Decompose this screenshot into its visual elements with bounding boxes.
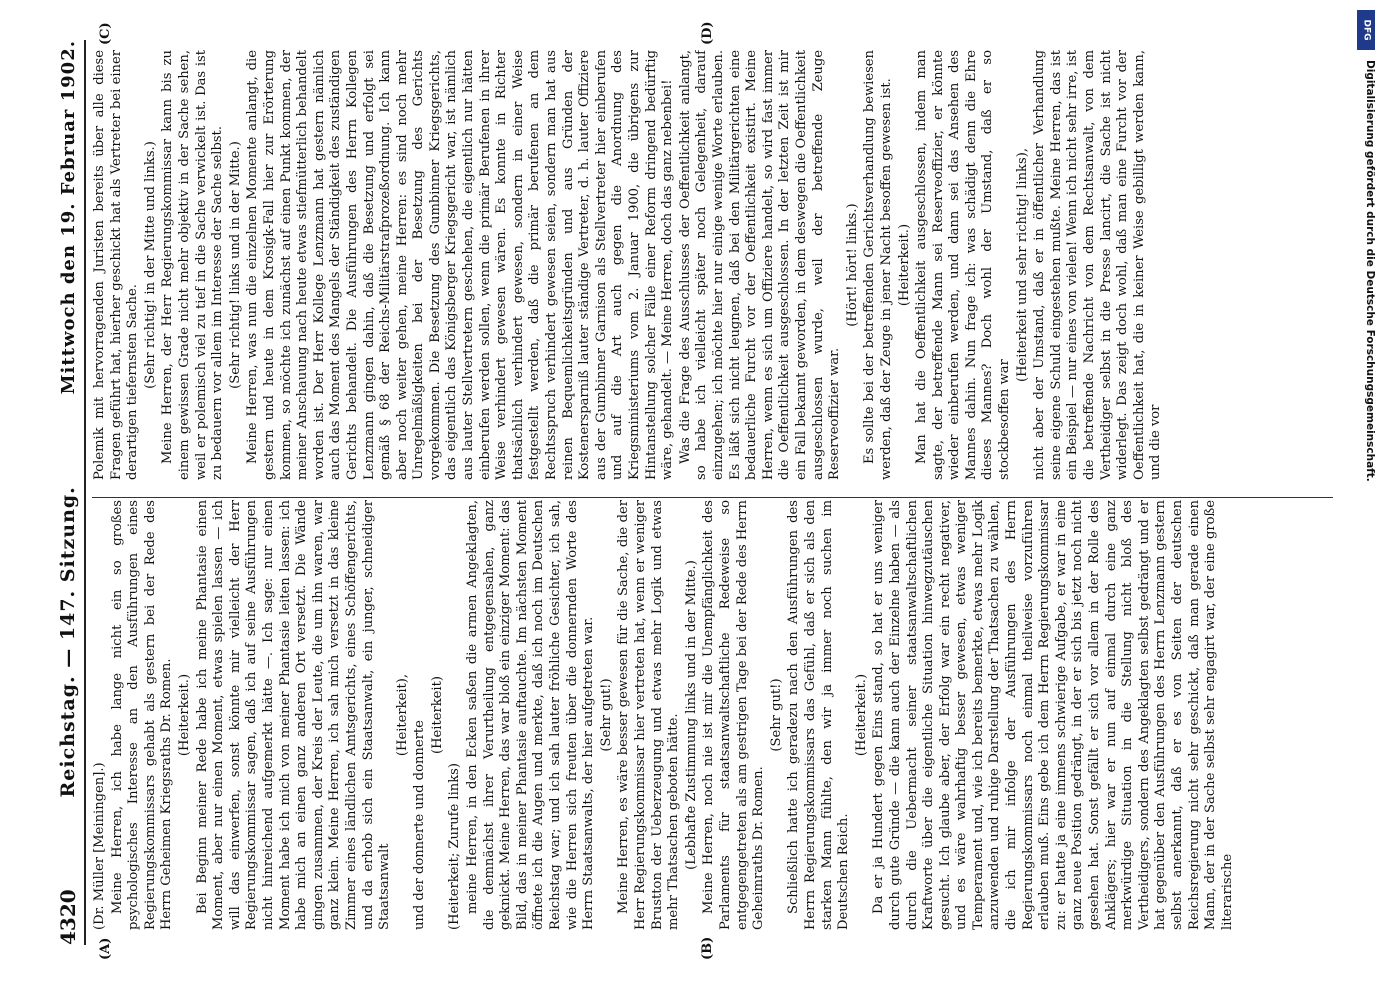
paragraph: (Heiterkeit) — [429, 676, 445, 754]
paragraph: Meine Herren, der Herr Regierungskommissar kann bis zu einem gewissen Grade nicht mehr objektiv in der Sache sehen, weil er polemisch viel zu tief in die Sache verwickelt ist. Das ist zu bedauern vor allem im Interesse der Sache selbst. — [160, 50, 226, 480]
paragraph: (Sehr richtig! links und in der Mitte.) — [227, 141, 243, 389]
chamber-title: Reichstag. — 147. Sitzung. — [57, 486, 79, 798]
margin-mark-d: (D) — [700, 21, 715, 45]
paragraph: (Sehr gut!) — [598, 678, 614, 752]
paragraph: (Heiterkeit.) — [896, 223, 912, 307]
paragraph: Meine Herren, was nun die einzelnen Momente anlangt, die gestern und heute in dem Krosigk-Fall hier zur Erörterung kommen, so möchte ich zunächst auf einen Punkt kommen, der meiner Anschauung nach heute etwas stiefmütterlich behandelt worden ist. Der Herr Kollege Lenzmann hat gestern nämlich auch das Moment des Mangels der Ständigkeit des zuständigen Gerichts behandelt. Die Ausführungen des Herrn Kollegen Lenzmann gingen dahin, daß die Besetzung und erfolgt sei gemäß § 68 der Reichs-Militärstrafprozeßordnung. Ich kann aber noch weiter gehen, meine Herren: es sind noch mehr Unregelmäßigkeiten bei der Besetzung des Gerichts vorgekommen. Die Besetzung des Gumbinner Kriegsgerichts, das eigentlich das Königsberger Kriegsgericht war, ist nämlich aus lauter Stellvertretern geschehen, die eigentlich nur hätten einberufen werden sollen, wenn die primär Berufenen in ihrer Weise verhindert gewesen wären. Es konnte in Richter thatsächlich verhindert gewesen, sondern in einer Weise festgestellt werden, daß die primär berufenen an dem Rechtsspruch verhindert gewesen seien, sondern man hat aus reinen Bequemlichkeitsgründen und aus Gründen der Kostenersparniß lauter ständige Vertreter, d. h. lauter Offiziere aus der Gumbinner Garnison als Stellvertreter hier einberufen und auf die Art auch gegen die Anordnung des Kriegsministeriums vom 2. Januar 1900, die übrigens zur Hintanstellung solcher Fälle einer Reform dringend bedürftig wäre, gehandelt. — Meine Herren, doch das ganz nebenbei! — [245, 50, 676, 480]
paragraph: Was die Frage des Ausschlusses der Oeffentlichkeit anlangt, so habe ich vielleicht später noch Gelegenheit, darauf einzugehen; ich möchte hier nur einige wenige Worte erlauben. Es läßt sich nicht leugnen, daß bei den Militärgerichten eine bedauerliche Furcht vor der Oeffentlichkeit existirt. Meine Herren, wenn es sich um Offiziere handelt, so wird fast immer die Oeffentlichkeit ausgeschlossen. In der letzten Zeit ist mir ein Fall bekannt geworden, in dem deswegen die Oeffentlichkeit ausgeschlossen wurde, weil der betreffende Zeuge Reserveoffizier war. — [677, 50, 843, 480]
paragraph: (Heiterkeit.) — [853, 673, 869, 757]
paragraph: (Heiterkeit; Zurufe links) — [447, 763, 463, 930]
dfg-logo: DFG — [1357, 10, 1375, 50]
margin-mark-b: (B) — [700, 936, 715, 960]
paragraph: (Hört! hört! links.) — [844, 203, 860, 327]
paragraph: (Heiterkeit.) — [176, 673, 192, 757]
paragraph: (Sehr gut!) — [768, 678, 784, 752]
paragraph: (Lebhafte Zustimmung links und in der Mitte.) — [683, 560, 699, 870]
paragraph: Meine Herren, noch nie ist mir die Unempfänglichkeit des Parlaments für staatsanwaltschaftliche Redeweise so entgegengetreten als am gestrigen Tage bei der Rede des Herrn Geheimraths Dr. Romen. — [701, 500, 767, 930]
digitization-sidebar — [1349, 0, 1383, 1000]
column-divider — [92, 497, 1333, 498]
paragraph: (Dr. Müller [Meiningen].) — [92, 762, 107, 930]
digitization-credit: Digitalisierung gefördert durch die Deutsche Forschungsgemeinschaft. — [1364, 60, 1376, 482]
right-column — [92, 50, 1343, 480]
paragraph: Man hat die Oeffentlichkeit ausgeschlossen, indem man sagte, der betreffende Mann sei Reserveoffizier, er könnte wieder einberufen werden, und dann sei das Ansehen des Mannes dahin. Nun frage ich: was schädigt denn die Ehre dieses Mannes? Doch wohl der Umstand, daß er so stockbesoffen war — [914, 50, 1013, 480]
paragraph: nicht aber der Umstand, daß er in öffentlicher Verhandlung seine eigene Schuld eingestehen mußte. Meine Herren, das ist ein Beispiel — nur eines von vielen! Wenn ich nicht sehr irre, ist die betreffende Nachricht von dem Rechtsanwalt, von dem Vertheidiger selbst in die Presse lancirt, die Sache ist nicht widerlegt. Das zeigt doch wohl, daß man eine Furcht vor der Oeffentlichkeit hat, die in keiner Weise gebilligt werden kann, und die vor — [1032, 50, 1164, 480]
paragraph: (Sehr richtig! in der Mitte und links.) — [142, 141, 158, 389]
paragraph: Schließlich hatte ich geradezu nach den Ausführungen des Herrn Regierungskommissars das Gefühl, daß er sich als den starken Mann fühlte, den wir ja immer noch suchen im Deutschen Reich. — [786, 500, 852, 930]
paragraph: Meine Herren, ich habe lange nicht ein so großes psychologisches Interesse an den Ausführungen eines Regierungskommissars gehabt als gestern bei der Rede des Herrn Geheimen Kriegsraths Dr. Romen. — [109, 500, 175, 930]
margin-mark-a: (A) — [98, 937, 113, 960]
paragraph: (Heiterkeit und sehr richtig! links), — [1014, 148, 1030, 382]
paragraph: Polemik mit hervorragenden Juristen bereits über alle diese Fragen geführt hat, hierher geschickt hat als Vertreter bei einer derartigen tiefernsten Sache. — [92, 50, 141, 480]
margin-mark-c: (C) — [98, 22, 113, 45]
paragraph: Meine Herren, es wäre besser gewesen für die Sache, die der Herr Regierungskommissar hier vertreten hat, wenn er weniger Brustton der Ueberzeugung und etwas mehr Logik und etwas mehr Thatsachen geboten hätte. — [616, 500, 682, 930]
page-header — [52, 40, 86, 945]
paragraph: und der donnerte und donnerte — [412, 720, 428, 930]
page-number: 4320 — [56, 889, 80, 945]
session-date: Mittwoch den 19. Februar 1902. — [57, 40, 79, 395]
paragraph: Da er ja Hundert gegen Eins stand, so hat er uns weniger durch gute Gründe — die kann auch der Einzelne haben — als durch die Uebermacht seiner staatsanwaltschaftlichen Kraftworte über die eigentliche Situation hinwegzutäuschen gesucht. Ich glaube aber, der Erfolg war ein recht negativer, und es wäre wahrhaftig besser gewesen, etwas weniger Temperament und, wie ich bereits bemerkte, etwas mehr Logik anzuwenden und ruhige Darstellung der Thatsachen zu wählen, die ich mir infolge der Ausführungen des Herrn Regierungskommissars noch einmal theilweise vorzuführen erlauben muß. Eins gebe ich dem Herrn Regierungskommissar zu: er hatte ja eine immens schwierige Aufgabe, er war in eine ganz neue Position gedrängt, in der er sich bis jetzt noch nicht gesehen hat. Sonst gefällt er sich vor allem in der Rolle des Anklägers; hier war er nun auf einmal durch eine ganz merkwürdige Situation in die Stellung nicht bloß des Vertheidigers, sondern des Angeklagten selbst gedrängt und er hat gegenüber den Ausführungen des Herrn Lenzmann gestern selbst anerkannt, daß er es von Seiten der deutschen Reichsregierung nicht sehr geschickt, daß man gerade einen Mann, der in der Sache selbst sehr engagirt war, der eine große literarische — [871, 500, 1235, 930]
paragraph: Es sollte bei der betreffenden Gerichtsverhandlung bewiesen werden, daß der Zeuge in jener Nacht besoffen gewesen ist. — [862, 50, 894, 480]
left-column — [92, 500, 1343, 930]
paragraph: (Heiterkeit), — [394, 673, 410, 757]
paragraph: Bei Beginn meiner Rede habe ich meine Phantasie einen Moment, aber nur einen Moment, etwas spielen lassen — ich will das einwerfen, sonst könnte mir vielleicht der Herr Regierungskommissar sagen, daß ich auf seine Ausführungen nicht hinreichend aufgemerkt hätte —. Ich sage: nur einen Moment habe ich mich von meiner Phantasie leiten lassen: ich habe mich an einen ganz anderen Ort versetzt. Die Wände gingen zusammen, der Kreis der Leute, die um ihn waren, war ganz klein. Meine Herren, ich sah mich versetzt in das kleine Zimmer eines ländlichen Amtsgerichts, eines Schöffengerichts, und da erhob sich ein Staatsanwalt, ein junger, schneidiger Staatsanwalt — [194, 500, 393, 930]
paragraph: meine Herren, in den Ecken saßen die armen Angeklagten, die demnächst ihrer Verurtheilung entgegensahen, ganz geknickt. Meine Herren, das war bloß ein einziger Moment: das Bild, das in meiner Phantasie auftauchte. Im nächsten Moment öffnete ich die Augen und merkte, daß ich noch im Deutschen Reichstag war; und ich sah lauter fröhliche Gesichter, ich sah, wie die Herren sich freuten über die donnernden Worte des Herrn Staatsanwalts, der hier aufgetreten war. — [465, 500, 597, 930]
